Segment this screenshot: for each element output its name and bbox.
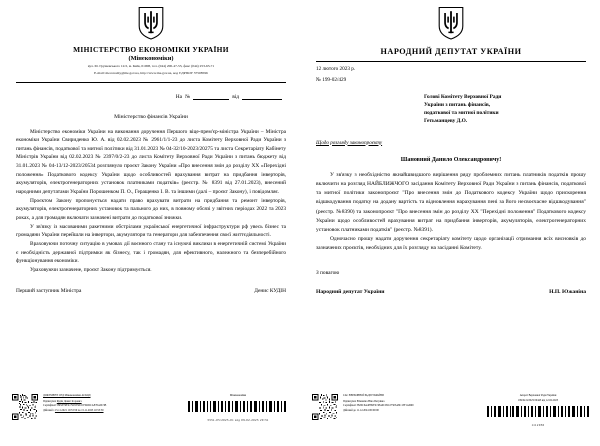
left-esign-details [43,394,106,413]
reference-date-field[interactable] [242,94,282,100]
addressee-line-1: Голові Комітету Верховної Ради [424,94,502,101]
left-barcode-caption: Мінекономіки [229,394,247,397]
reference-line [16,94,286,100]
right-esign-cert-value: 3820C6A4E8933C38A0C09C27505A8C13F1AD69 [356,404,414,408]
right-esign-signer-value: Южаніна Ніна Петрівна [356,399,385,403]
right-body [316,171,586,254]
reference-number-label: № [185,93,191,100]
left-paragraph-1: Міністерство економіки України на виконання доручення Першого віце-прем'єр-міністра України – Міністра економіки України Свириденко Ю. А. від 02.02.2023 № 2961/1/1-23 до листа Комітету Верховної Ради України з питань фінансів, податкової та митної політики від 31.01.2023 № 04-32/10-2023/20275 та листа Секретаріату Кабінету Міністрів України від 02.02.2023 № 2397/0/2-23 до листа Комітету Верховної Ради України з питань бюджету від 31.01.2023 № 04-13/12-2023/20534 розглянуло проєкт Закону України «Про внесення змін до розділу ХХ «Перехідні положення» Податкового кодексу України щодо особливостей врахування витрат на придбання інверторів, акумуляторів, електрогенераторних установок платниками податків» (реєстр. № 8391 від 27.01.2023), внесений народними депутатами України Порошенком П. О., Геращенко І. В. та іншими (далі – проєкт Закону), і повідомляє. [16,128,286,196]
qr-code [12,394,38,420]
left-body [16,128,286,275]
left-signer-title: Перший заступник Міністра [16,287,82,294]
right-esign-signer-label: Підписувач [343,399,357,403]
ukraine-trident-emblem [16,6,286,40]
right-signer-name: Н.П. Южаніна [549,288,586,295]
left-paragraph-3: У зв'язку із масованими ракетними обстрілами української енергетичної інфраструктури рф увесь бізнес та громадяни України перейшли на інвертори, акумулятори та генератори для забезпечення своєї життєдіяльності. [16,223,286,239]
right-letter-page [300,0,600,446]
left-signature-block [16,288,286,294]
right-addressee [424,93,586,125]
right-signer-title: Народний депутат України [316,288,385,295]
qr-code [312,394,338,420]
left-paragraph-5: Ураховуючи зазначене, проєкт Закону підтримується. [30,267,152,273]
letter-number: № 199-02/429 [316,77,347,84]
left-esign-document: ДОКУМЕНТ СЕД Мінекономіки АСКОД [43,394,91,397]
ukraine-trident-emblem [316,6,586,40]
letter-salutation: Шановний Данило Олександровичу! [400,156,502,163]
left-contact-line-1: вул. М. Грушевського 12/2, м. Київ, 01008, тел. (044) 200-47-53, факс (044) 253-63-71 [87,64,215,68]
right-esign-footer [300,390,600,446]
left-esign-signer-value: Кудін Денис Ігорович [56,399,82,403]
left-contact-line-2: E-mail: meconomy@me.gov.ua, http://www.me.gov.ua, код ЄДРПОУ 37508596 [94,71,208,76]
right-barcode-caption: Апарат Верховної Ради України [519,394,557,397]
left-esign-footer [0,390,300,446]
left-signer-name: Денис КУДІН [254,287,286,294]
left-paragraph-2: Проєктом Закону пропонується надати право врахувати витрати на придбання та ремонт інверторів, акумуляторів, електрогенераторних установок та пального до них, в повному обсязі у звітних періодах 2022 та 2023 роках, а для громадян включати зазначені витрати до податкової знижки. [16,197,286,222]
reference-number-field[interactable] [193,94,229,100]
letter-date: 12 лютого 2023 р. [316,66,356,72]
right-paragraph-1: У зв'язку з необхідністю якнайшвидшого вирішення ряду проблемних питань платників податків прошу включити на розгляд НАЙБЛИЖЧОГО засідання Комітету Верховної Ради України з питань фінансів, податкової та митної політики законопроєкт "Про внесення змін до Податкового кодексу України щодо прискорення відшкодування податку на додану вартість та відновлення нарахування пені за його несвоєчасне відшкодування" (реєстр. №8390) та законопроєкт "Про внесення змін до розділу ХХ "Перехідні положення" Податкового кодексу України щодо особливостей врахування витрат на придбання інверторів, акумуляторів, електрогенераторних установок платниками податків" (реєстр. №8391). [316,171,586,233]
reference-prefix: На [175,93,183,100]
left-addressee: Міністерство фінансів України [114,113,188,120]
letter-regards: З повагою [316,269,340,276]
left-paragraph-4: Враховуючи поточну ситуацію в умовах дії воєнного стану та існуючі виклики в енергетичній системі України є необхідність державної підтримки як бізнесу, так і громадян, для ефективного, належного та безперебійного функціонування економіки. [16,241,286,265]
right-org-title: НАРОДНИЙ ДЕПУТАТ УКРАЇНИ [380,47,522,56]
right-barcode-block [486,394,590,427]
right-esign-details [343,394,413,413]
addressee-line-4: Гетьманцеву Д.О. [424,118,468,125]
right-signature-block [316,289,586,295]
right-esign-document: САС ВЕРХОВНОЇ РАДИ УКРАЇНИ [343,394,384,397]
barcode [186,401,290,412]
right-barcode-number: 1112050 [531,422,545,427]
left-barcode-number: 3331-05/2023-01 від 09.02.2023 20:31 [207,417,269,422]
right-esign-valid-value: 11.12.2024 00:00:00 [356,408,379,412]
right-esign-cert-label: Сертифікат [343,404,356,408]
right-barcode-reference: 199/02-9/2023/20443 від 12.02.2023 [517,399,559,403]
letter-subject: Щодо розгляду законопроєкту [316,139,383,146]
addressee-line-3: податкової та митної політики [424,110,499,117]
barcode [486,406,590,417]
left-header-divider [16,82,286,83]
addressee-line-2: України з питань фінансів, [424,102,491,109]
left-esign-cert-label: Сертифікат [43,404,56,408]
left-barcode-block [186,394,290,422]
left-org-title: МІНІСТЕРСТВО ЕКОНОМІКИ УКРАЇНИ [73,45,229,54]
left-esign-valid-value: 15.11.2021 10:53:59 по 15.11.2023 10:53:59 [54,408,104,412]
left-org-subtitle: (Мінекономіки) [128,55,174,62]
left-esign-cert-value: 58E2E3B3C7903330CD7D2DCAE70A0C3B [56,404,107,408]
left-esign-signer-label: Підписувач [43,399,57,403]
right-paragraph-2: Одночасно прошу надати доручення секретаріату комітету щодо організації отримання всіх висновків до зазначених проєктів, необхідних для їх розгляду на засіданні Комітету. [316,236,586,252]
right-header-divider [316,61,586,62]
reference-date-label: від [232,93,239,100]
right-esign-valid-label: Дійсний до [343,408,356,412]
left-esign-valid-label: Дійсний з [43,408,55,412]
